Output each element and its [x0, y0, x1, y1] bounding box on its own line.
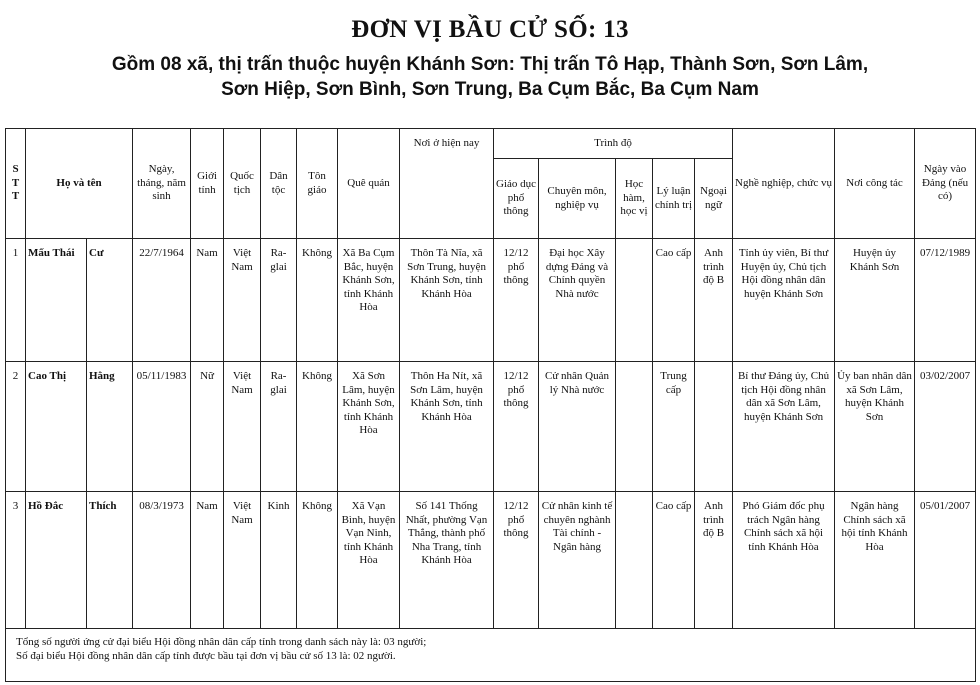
- cell-religion: Không: [297, 239, 338, 362]
- cell-nationality: Việt Nam: [224, 362, 261, 492]
- header-religion: Tôn giáo: [297, 129, 338, 239]
- cell-dob: 08/3/1973: [133, 492, 191, 629]
- cell-first-name: Hằng: [87, 362, 133, 492]
- cell-stt: 3: [6, 492, 26, 629]
- cell-political: Trung cấp: [653, 362, 695, 492]
- cell-general-edu: 12/12 phổ thông: [494, 362, 539, 492]
- table-footer: [6, 629, 976, 682]
- cell-stt: 2: [6, 362, 26, 492]
- cell-last-middle-name: Hồ Đắc: [26, 492, 87, 629]
- cell-political: Cao cấp: [653, 239, 695, 362]
- page-title: ĐƠN VỊ BẦU CỬ SỐ: 13: [351, 16, 629, 43]
- cell-stt: 1: [6, 239, 26, 362]
- header-occupation: Nghề nghiệp, chức vụ: [733, 129, 835, 239]
- cell-professional: Cử nhân Quản lý Nhà nước: [539, 362, 616, 492]
- cell-ethnicity: Ra-glai: [261, 239, 297, 362]
- cell-last-middle-name: Mấu Thái: [26, 239, 87, 362]
- header-party-date: Ngày vào Đảng (nếu có): [915, 129, 976, 239]
- header-workplace: Nơi công tác: [835, 129, 915, 239]
- cell-ethnicity: Kinh: [261, 492, 297, 629]
- header-stt: S T T: [6, 129, 26, 239]
- header-language: Ngoại ngữ: [695, 159, 733, 239]
- cell-first-name: Cư: [87, 239, 133, 362]
- cell-political: Cao cấp: [653, 492, 695, 629]
- header-dob: Ngày, tháng, năm sinh: [133, 129, 191, 239]
- cell-religion: Không: [297, 362, 338, 492]
- subtitle-line-1: Gồm 08 xã, thị trấn thuộc huyện Khánh Sơn: Thị trấn Tô Hạp, Thành Sơn, Sơn Lâm,: [111, 54, 869, 75]
- cell-academic: [616, 492, 653, 629]
- cell-nationality: Việt Nam: [224, 492, 261, 629]
- cell-occupation: Bí thư Đảng ủy, Chủ tịch Hội đồng nhân dân xã Sơn Lâm, huyện Khánh Sơn: [733, 362, 835, 492]
- cell-workplace: Huyện ủy Khánh Sơn: [835, 239, 915, 362]
- header-gender: Giới tính: [191, 129, 224, 239]
- cell-gender: Nam: [191, 492, 224, 629]
- cell-language: Anh trình độ B: [695, 239, 733, 362]
- header-education: Trình độ: [494, 129, 733, 159]
- header-name: Họ và tên: [26, 129, 133, 239]
- cell-gender: Nam: [191, 239, 224, 362]
- cell-workplace: Ủy ban nhân dân xã Sơn Lâm, huyện Khánh Sơn: [835, 362, 915, 492]
- cell-religion: Không: [297, 492, 338, 629]
- cell-workplace: Ngân hàng Chính sách xã hội tỉnh Khánh Hòa: [835, 492, 915, 629]
- header-hometown: Quê quán: [338, 129, 400, 239]
- cell-party-date: 05/01/2007: [915, 492, 976, 629]
- candidate-table: [5, 128, 976, 682]
- cell-residence: Thôn Ha Nít, xã Sơn Lâm, huyện Khánh Sơn, tỉnh Khánh Hòa: [400, 362, 494, 492]
- cell-dob: 22/7/1964: [133, 239, 191, 362]
- cell-first-name: Thích: [87, 492, 133, 629]
- cell-residence: Số 141 Thống Nhất, phường Vạn Thắng, thành phố Nha Trang, tỉnh Khánh Hòa: [400, 492, 494, 629]
- cell-residence: Thôn Tà Nĩa, xã Sơn Trung, huyện Khánh Sơn, tỉnh Khánh Hòa: [400, 239, 494, 362]
- cell-academic: [616, 362, 653, 492]
- cell-language: [695, 362, 733, 492]
- footer-elected-count: Số đại biểu Hội đồng nhân dân cấp tỉnh được bầu tại đơn vị bầu cử số 13 là: 02 người.: [16, 650, 396, 662]
- header-nationality: Quốc tịch: [224, 129, 261, 239]
- cell-ethnicity: Ra-glai: [261, 362, 297, 492]
- table-row: [6, 362, 976, 492]
- table-row: [6, 239, 976, 362]
- cell-general-edu: 12/12 phổ thông: [494, 239, 539, 362]
- cell-occupation: Tỉnh ủy viên, Bí thư Huyện ủy, Chủ tịch Hội đồng nhân dân huyện Khánh Sơn: [733, 239, 835, 362]
- header-residence: Nơi ở hiện nay: [400, 129, 494, 239]
- cell-party-date: 03/02/2007: [915, 362, 976, 492]
- cell-general-edu: 12/12 phổ thông: [494, 492, 539, 629]
- cell-academic: [616, 239, 653, 362]
- subtitle-line-2: Sơn Hiệp, Sơn Bình, Sơn Trung, Ba Cụm Bắc, Ba Cụm Nam: [221, 79, 759, 100]
- footer-total-candidates: Tổng số người ứng cử đại biểu Hội đồng nhân dân cấp tỉnh trong danh sách này là: 03 người;: [16, 636, 427, 648]
- cell-nationality: Việt Nam: [224, 239, 261, 362]
- cell-professional: Đại học Xây dựng Đảng và Chính quyền Nhà nước: [539, 239, 616, 362]
- cell-gender: Nữ: [191, 362, 224, 492]
- header-political: Lý luận chính trị: [653, 159, 695, 239]
- header-academic: Học hàm, học vị: [616, 159, 653, 239]
- header-professional: Chuyên môn, nghiệp vụ: [539, 159, 616, 239]
- header-ethnicity: Dân tộc: [261, 129, 297, 239]
- cell-professional: Cử nhân kinh tế chuyên nghành Tài chính - Ngân hàng: [539, 492, 616, 629]
- cell-occupation: Phó Giám đốc phụ trách Ngân hàng Chính sách xã hội tỉnh Khánh Hòa: [733, 492, 835, 629]
- cell-party-date: 07/12/1989: [915, 239, 976, 362]
- cell-language: Anh trình độ B: [695, 492, 733, 629]
- header-general-edu: Giáo dục phổ thông: [494, 159, 539, 239]
- cell-dob: 05/11/1983: [133, 362, 191, 492]
- table-row: [6, 492, 976, 629]
- cell-hometown: Xã Ba Cụm Bắc, huyện Khánh Sơn, tỉnh Khánh Hòa: [338, 239, 400, 362]
- cell-last-middle-name: Cao Thị: [26, 362, 87, 492]
- cell-hometown: Xã Vạn Bình, huyện Vạn Ninh, tỉnh Khánh Hòa: [338, 492, 400, 629]
- cell-hometown: Xã Sơn Lâm, huyện Khánh Sơn, tỉnh Khánh Hòa: [338, 362, 400, 492]
